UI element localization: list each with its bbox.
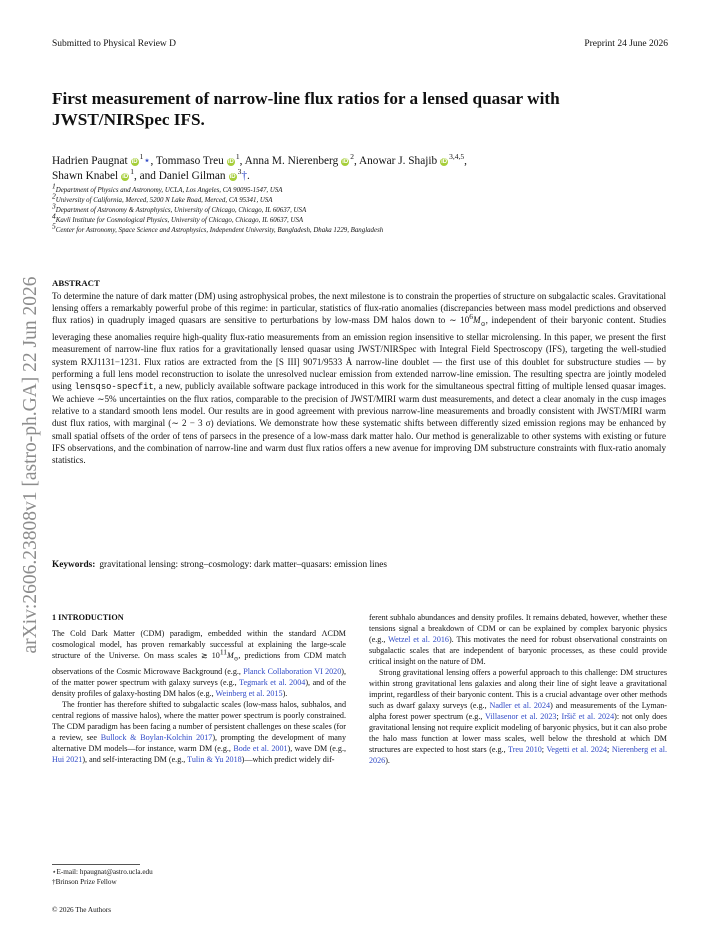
footnote-email[interactable]: ⋆E-mail: hpaugnat@astro.ucla.edu — [52, 868, 153, 876]
orcid-icon[interactable]: iD — [342, 159, 349, 165]
software-name: lensqso-specfit — [74, 381, 154, 392]
citation-link[interactable]: Tulin & Yu 2018 — [187, 754, 242, 764]
keywords-text: gravitational lensing: strong–cosmology: dark matter–quasars: emission lines — [99, 560, 388, 570]
author-name: Anna M. Nierenberg — [244, 155, 339, 167]
footnotes — [52, 868, 153, 887]
abstract-body: To determine the nature of dark matter (DM) using astrophysical probes, the next milestone is to constrain the properties of structure on subgalactic scales. Gravitational lensing offers a remarkably powerful probe of this regime: in particular, statistics of flux-ratio anomalies (discrepancies between mass model predictions and observed flux ratios) in quadruply imaged quasars are sensitive to perturbations by low-mass DM halos down to ∼ $10^6M_⊙$, independent of their baryonic content. Studies leveraging these anomalies require high-quality flux-ratio measurements from an emission region insensitive to stellar microlensing. In this paper, we present the first measurement of narrow-line flux ratios for a gravitationally lensed quasar using JWST/NIRSpec with Integral Field Spectroscopy (IFS), targeting the well-studied system RXJ1131−1231. Flux ratios are extracted from the [S III] 9071/9533 Å narrow-line doublet — the first use of this doublet for substructure studies — by performing a full lens model reconstruction to isolate the unresolved nuclear emission from extended narrow-line emission. The resulting spectra are jointly modeled using lensqso-specfit, a new, publicly available software package introduced in this work for the simultaneous spectral fitting of multiple lensed quasar images. We achieve ∼5% uncertainties on the flux ratios, comparable to the precision of JWST/MIRI warm dust measurements, and detect a clear anomaly in the cusp images relative to a standard smooth lens model. Our results are in good agreement with previous narrow-line measurements and broadly consistent with JWST/MIRI warm dust flux ratios, with marginal (∼ 2 − 3 σ) deviations. We demonstrate how these systematic shifts between differently sized emission regions may be enhanced by small spatial offsets of the order of tens of parsecs in the presence of a low-mass dark matter halo. Our method is generalizable to other systems with existing or future IFS observations, and the combination of narrow-line and warm dust flux ratios offers a new avenue for improving DM substructure constraints with flux-ratio anomaly statistics. — [52, 291, 666, 465]
citation-link[interactable]: Treu 2010 — [508, 745, 542, 754]
author-name: Daniel Gilman — [158, 170, 226, 182]
arxiv-identifier: arXiv:2606.23808v1 [astro-ph.GA] 22 Jun 2026 — [20, 276, 41, 654]
citation-link[interactable]: Vegetti et al. 2024 — [546, 745, 608, 754]
running-header-left: Submitted to Physical Review D — [52, 39, 177, 49]
orcid-icon[interactable]: iD — [441, 159, 448, 165]
corresponding-author-mark[interactable]: ⋆ — [143, 155, 151, 167]
affiliation-line: $^2$University of California, Merced, 5200 N Lake Road, Merced, CA 95341, USA — [52, 191, 273, 204]
paragraph: The frontier has therefore shifted to subgalactic scales (low-mass halos, subhalos, and central regions of massive halos), where the matter power spectrum is poorly constrained. The CDM paradigm has been facing a number of persistent challenges on these scales (for a review, see Bullock & Boylan-Kolchin 2017), prompting the development of many alternative DM models—for instance, warm DM (e.g., Bode et al. 2001), wave DM (e.g., Hui 2021), and self-interacting DM (e.g., Tulin & Yu 2018)—which predict widely dif- — [52, 699, 346, 764]
author-name: Hadrien Paugnat — [52, 155, 128, 167]
author-affil-number: 3 — [237, 167, 242, 177]
citation-link[interactable]: Nierenberg et al. 2026 — [369, 745, 667, 765]
author-name: Anowar J. Shajib — [359, 155, 438, 167]
paragraph: Strong gravitational lensing offers a powerful approach to this challenge: DM structures within strong gravitational lens galaxies and along their line of sight leave a gravitational imprint, regardless of their baryonic content. This is a crucial advantage over other methods such as dwarf galaxy surveys (e.g., Nadler et al. 2024) and measurements of the Lyman-alpha forest power spectrum (e.g., Villasenor et al. 2023; Iršič et al. 2024): not only does gravitational lensing not require explicit modeling of baryonic physics, but it can also probe the halo mass function at lower mass scales, well below the threshold at which DM structures are expected to host stars (e.g., Treu 2010; Vegetti et al. 2024; Nierenberg et al. 2026). — [369, 668, 667, 765]
keywords-label: Keywords: — [52, 560, 96, 570]
citation-link[interactable]: Villasenor et al. 2023 — [485, 712, 557, 721]
paper-title: First measurement of narrow-line flux ratios for a lensed quasar with JWST/NIRSpec IFS. — [52, 89, 560, 129]
author-affil-number: 3,4,5 — [449, 152, 465, 162]
citation-link[interactable]: Weinberg et al. 2015 — [215, 688, 283, 698]
paragraph: ferent subhalo abundances and density profiles. It remains debated, however, whether these tensions signal a breakdown of CDM or can be explained by complex baryonic physics (e.g., Wetzel et al. 2016). This motivates the need for robust observational constraints on subgalactic scales that are independent of baryonic processes, as these could provide critical insight on the nature of DM. — [369, 613, 667, 666]
citation-link[interactable]: Nadler et al. 2024 — [489, 701, 551, 710]
footnote-divider — [52, 864, 140, 865]
affiliation-line: $^1$Department of Physics and Astronomy, UCLA, Los Angeles, CA 90095-1547, USA — [52, 181, 283, 194]
citation-link[interactable]: Iršič et al. 2024 — [561, 712, 615, 721]
running-header-right: Preprint 24 June 2026 — [584, 39, 668, 49]
section-heading: 1 INTRODUCTION — [52, 613, 124, 622]
citation-link[interactable]: Bode et al. 2001 — [233, 743, 288, 753]
author-affil-number: 1 — [139, 152, 144, 162]
abstract-heading: ABSTRACT — [52, 278, 100, 288]
orcid-icon[interactable]: iD — [227, 159, 234, 165]
orcid-icon[interactable]: iD — [131, 159, 138, 165]
author-affil-number: 1 — [130, 167, 134, 177]
citation-link[interactable]: Planck Collaboration VI 2020 — [243, 666, 342, 676]
footnote-mark[interactable]: † — [241, 170, 247, 182]
affiliation-line: $^4$Kavli Institute for Cosmological Physics, University of Chicago, Chicago, IL 60637, USA — [52, 211, 304, 224]
author-affil-number: 2 — [350, 152, 354, 162]
paragraph: The Cold Dark Matter (CDM) paradigm, embedded within the standard ΛCDM cosmological model, has proven remarkably successful at explaining the large-scale structure of the Universe. On mass scales ≳ $10^{11}M_⊙$, predictions from CDM match observations of the Cosmic Microwave Background (e.g., Planck Collaboration VI 2020), of the matter power spectrum with galaxy surveys (e.g., Tegmark et al. 2004), and of the density profiles of galaxy-hosting DM halos (e.g., Weinberg et al. 2015). — [52, 629, 347, 698]
keywords — [52, 560, 387, 570]
copyright-notice: © 2026 The Authors — [52, 906, 112, 914]
author-name: Tommaso Treu — [155, 155, 224, 167]
citation-link[interactable]: Bullock & Boylan-Kolchin 2017 — [100, 732, 213, 742]
footnote-fellowship: †Brinson Prize Fellow — [52, 877, 117, 886]
orcid-icon[interactable]: iD — [122, 174, 129, 180]
citation-link[interactable]: Wetzel et al. 2016 — [388, 635, 449, 644]
author-list: Hadrien Paugnat $iD^1⋆$, Tommaso Treu $iD^1$, Anna M. Nierenberg $iD^2$, Anowar J. Shajib iD$^{3,4,5}$, Shawn Knabel $iD^1$, and Daniel Gilman $iD^3\dagger$. — [52, 152, 467, 182]
affiliation-line: $^3$Department of Astronomy & Astrophysics, University of Chicago, Chicago, IL 60637, USA — [52, 201, 307, 214]
author-affil-number: 1 — [235, 152, 240, 162]
citation-link[interactable]: Tegmark et al. 2004 — [239, 677, 306, 687]
intro-right-column — [369, 612, 667, 766]
affiliations — [52, 181, 672, 236]
orcid-icon[interactable]: iD — [229, 174, 236, 180]
citation-link[interactable]: Hui 2021 — [52, 754, 83, 764]
arxiv-sidebar-stamp — [14, 230, 48, 700]
affiliation-line: $^5$Center for Astronomy, Space Science and Astrophysics, Independent University, Bangladesh, Dhaka 1229, Bangladesh — [52, 221, 384, 234]
author-name: Shawn Knabel — [52, 170, 119, 182]
intro-left-column — [52, 612, 346, 765]
